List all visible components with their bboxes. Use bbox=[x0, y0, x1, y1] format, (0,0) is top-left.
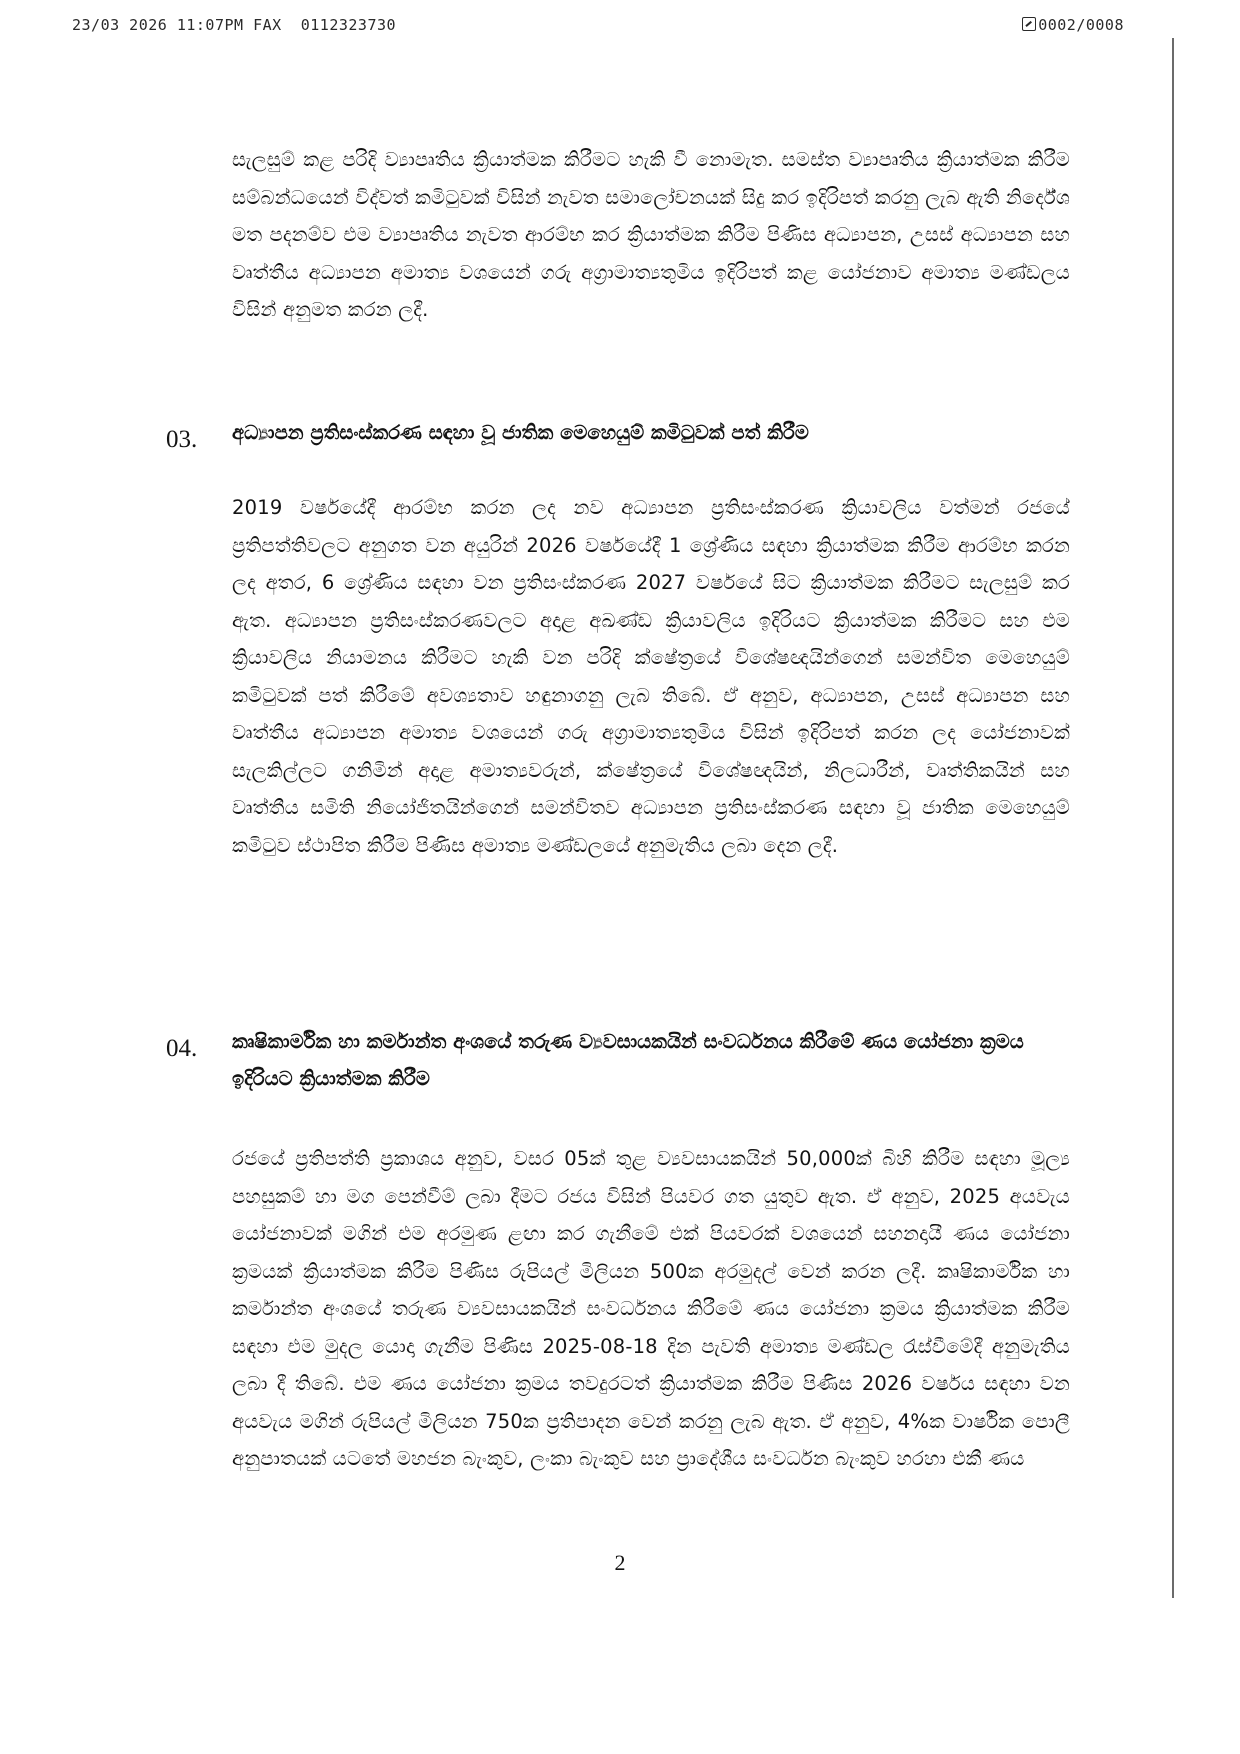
section-number-04: 04. bbox=[166, 1035, 198, 1062]
section-number-03: 03. bbox=[166, 426, 198, 453]
continuation-paragraph: සැලසුම් කළ පරිදි ව්‍යාපෘතිය ක්‍රියාත්මක කිරීමට හැකි වී නොමැත. සමස්ත ව්‍යාපෘතිය ක්‍රියාත්මක කිරීම සම්බන්ධයෙන් විද්වත් කමිටුවක් විසින් නැවත සමාලෝචනයක් සිදු කර ඉදිරිපත් කරනු ලැබ ඇති නිර්දේශ මත පදනම්ව එම ව්‍යාපෘතිය නැවත ආරම්භ කර ක්‍රියාත්මක කිරීම පිණිස අධ්‍යාපන, උසස් අධ්‍යාපන සහ වෘත්තීය අධ්‍යාපන අමාත්‍ය වශයෙන් ගරු අග්‍රාමාත්‍යතුමිය ඉදිරිපත් කළ යෝජනාව අමාත්‍ය මණ්ඩලය විසින් අනුමත කරන ලදී. bbox=[232, 148, 1070, 321]
section-body-03: 2019 වර්ෂයේදී ආරම්භ කරන ලද නව අධ්‍යාපන ප්‍රතිසංස්කරණ ක්‍රියාවලිය වත්මන් රජයේ ප්‍රතිපත්තිවලට අනුගත වන අයුරින් 2026 වර්ෂයේදී 1 ශ්‍රේණිය සඳහා ක්‍රියාත්මක කිරීම ආරම්භ කරන ලද අතර, 6 ශ්‍රේණිය සඳහා වන ප්‍රතිසංස්කරණ 2027 වර්ෂයේ සිට ක්‍රියාත්මක කිරීමට සැලසුම් කර ඇත. අධ්‍යාපන ප්‍රතිසංස්කරණවලට අදාළ අඛණ්ඩ ක්‍රියාවලිය ඉදිරියට ක්‍රියාත්මක කිරීමට සහ එම ක්‍රියාවලිය නියාමනය කිරීමට හැකි වන පරිදි ක්ෂේත්‍රයේ විශේෂඥයින්ගෙන් සමන්විත මෙහෙයුම් කමිටුවක් පත් කිරීමේ අවශ්‍යතාව හඳුනාගනු ලැබ තිබේ. ඒ අනුව, අධ්‍යාපන, උසස් අධ්‍යාපන සහ වෘත්තීය අධ්‍යාපන අමාත්‍ය වශයෙන් ගරු අග්‍රාමාත්‍යතුමිය විසින් ඉදිරිපත් කරන ලද යෝජනාවක් සැලකිල්ලට ගනිමින් අදාළ අමාත්‍යවරුන්, ක්ෂේත්‍රයේ විශේෂඥයින්, නිලධාරීන්, වෘත්තිකයින් සහ වෘත්තීය සමිති නියෝජිතයින්ගෙන් සමන්විතව අධ්‍යාපන ප්‍රතිසංස්කරණ සඳහා වූ ජාතික මෙහෙයුම් කමිටුව ස්ථාපිත කිරීම පිණිස අමාත්‍ය මණ්ඩලයේ අනුමැතිය ලබා දෙන ලදී. bbox=[232, 496, 1070, 857]
section-title-03: අධ්‍යාපන ප්‍රතිසංස්කරණ සඳහා වූ ජාතික මෙහෙයුම් කමිටුවක් පත් කිරීම bbox=[232, 421, 809, 444]
page-number: 2 bbox=[614, 1550, 626, 1575]
section-title-04: කෘෂිකාර්මික හා කර්මාන්ත අංශයේ තරුණ ව්‍යවසායකයින් සංවර්ධනය කිරීමේ ණය යෝජනා ක්‍රමය ඉදිරියට ක්‍රියාත්මක කිරීම bbox=[232, 1030, 1024, 1090]
fax-transmission-info: 23/03 2026 11:07PM FAX 0112323730 bbox=[72, 16, 397, 34]
fax-header bbox=[0, 16, 1240, 38]
fax-page-counter bbox=[1022, 16, 1124, 34]
fax-checkbox-icon bbox=[1022, 17, 1036, 31]
fax-page-counter-text: 0002/0008 bbox=[1038, 16, 1124, 34]
scan-margin-line bbox=[1172, 38, 1174, 1598]
section-body-04: රජයේ ප්‍රතිපත්ති ප්‍රකාශය අනුව, වසර 05ක් තුළ ව්‍යවසායකයින් 50,000ක් බිහි කිරීම සඳහා මූල්‍ය පහසුකම් හා මග පෙන්වීම් ලබා දීමට රජය විසින් පියවර ගත යුතුව ඇත. ඒ අනුව, 2025 අයවැය යෝජනාවක් මගින් එම අරමුණ ළඟා කර ගැනීමේ එක් පියවරක් වශයෙන් සහනදායී ණය යෝජනා ක්‍රමයක් ක්‍රියාත්මක කිරීම පිණිස රුපියල් මිලියන 500ක අරමුදල් වෙන් කරන ලදී. කෘෂිකාර්මික හා කර්මාන්ත අංශයේ තරුණ ව්‍යවසායකයින් සංවර්ධනය කිරීමේ ණය යෝජනා ක්‍රමය ක්‍රියාත්මක කිරීම සඳහා එම මුදල යොදා ගැනීම පිණිස 2025-08-18 දින පැවති අමාත්‍ය මණ්ඩල රැස්වීමේදී අනුමැතිය ලබා දී තිබේ. එම ණය යෝජනා ක්‍රමය තවදුරටත් ක්‍රියාත්මක කිරීම පිණිස 2026 වර්ෂය සඳහා වන අයවැය මගින් රුපියල් මිලියන 750ක ප්‍රතිපාදන වෙන් කරනු ලැබ ඇත. ඒ අනුව, 4%ක වාර්ෂික පොලී අනුපාතයක් යටතේ මහජන බැංකුව, ලංකා බැංකුව සහ ප්‍රාදේශීය සංවර්ධන බැංකුව හරහා එකී ණය bbox=[232, 1147, 1070, 1470]
